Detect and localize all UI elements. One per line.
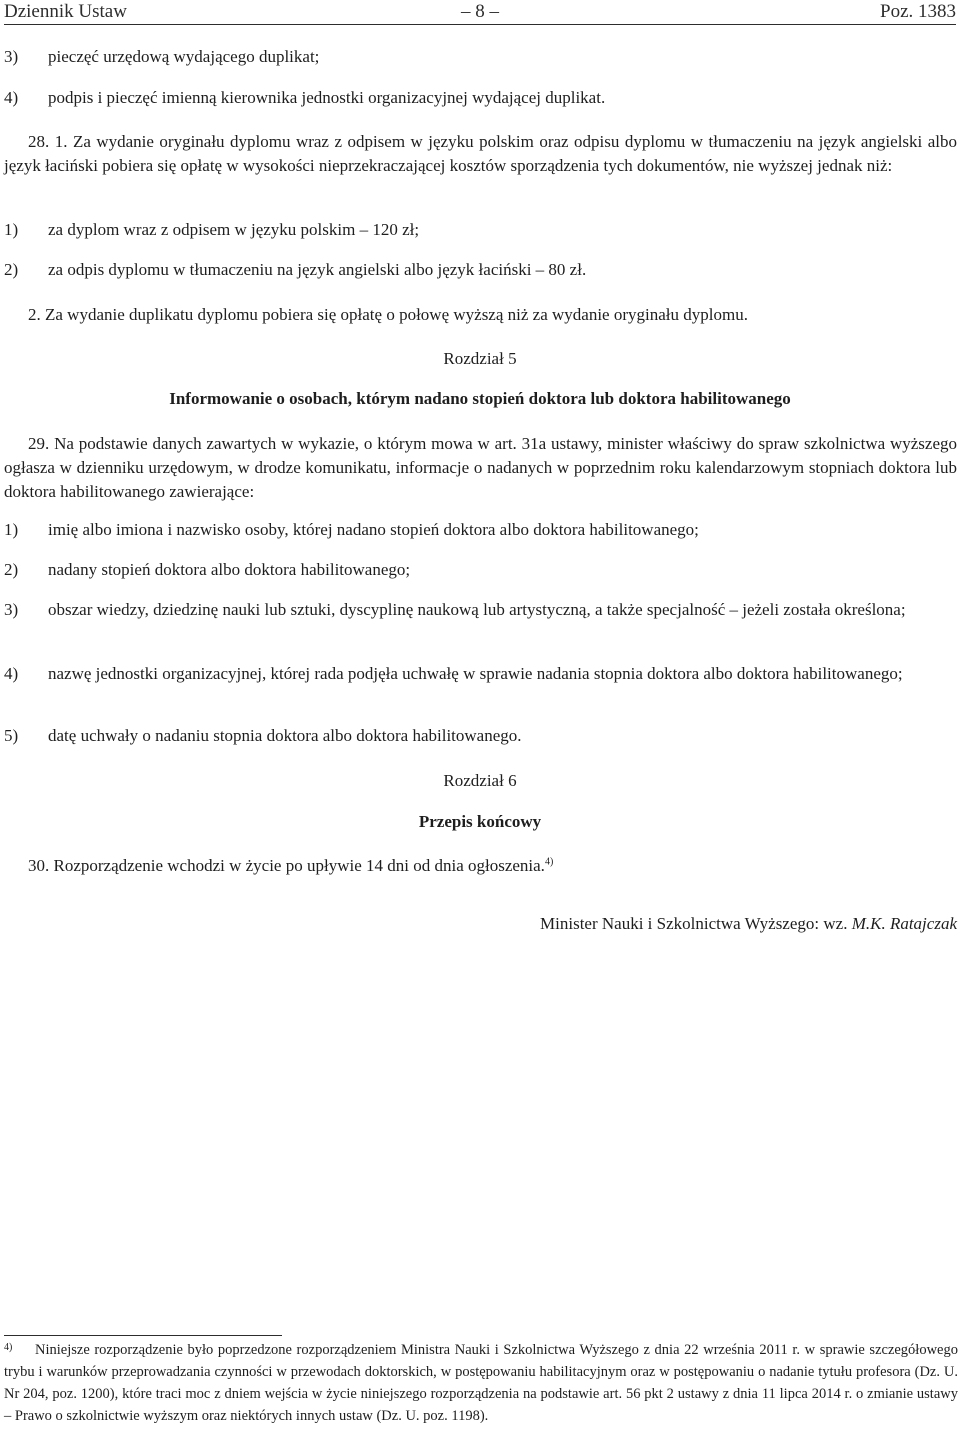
list-item-number: 2) [4, 560, 19, 579]
footnote-text: Niniejsze rozporządzenie było poprzedzone rozporządzeniem Ministra Nauki i Szkolnictwa Wyższego z dnia 22 września 2011 r. w sprawie szczegółowego trybu i warunków przeprowadzania czynności w przewodach doktorskich, w postępowaniu habilitacyjnym oraz w postępowaniu o nadanie tytułu profesora (Dz. U. Nr 204, poz. 1200), które traci moc z dniem wejścia w życie niniejszego rozporządzenia na podstawie art. 56 pkt 2 ustawy z dnia 11 lipca 2014 r. o zmianie ustawy – Prawo o szkolnictwie wyższym oraz niektórych innych ustaw (Dz. U. poz. 1198). [4, 1342, 958, 1424]
list-item-text: za odpis dyplomu w tłumaczeniu na język angielski albo język łaciński – 80 zł. [48, 260, 587, 279]
footnote-mark: 4) [4, 1342, 13, 1353]
list-item-number: 5) [4, 726, 19, 745]
paragraph-30-text: 30. Rozporządzenie wchodzi w życie po upływie 14 dni od dnia ogłoszenia. [28, 856, 545, 875]
position-number: Poz. 1383 [880, 1, 956, 22]
page-header [4, 0, 956, 24]
list-item [4, 518, 957, 542]
list-item-number: 3) [4, 47, 19, 66]
header-divider [4, 24, 956, 25]
list-item-number: 3) [4, 600, 19, 619]
page-number: – 8 – [461, 1, 499, 22]
list-item-text: za dyplom wraz z odpisem w języku polskim – 120 zł; [48, 220, 420, 239]
signatory-name: M.K. Ratajczak [851, 914, 957, 933]
list-item [4, 598, 957, 622]
list-item-text: nazwę jednostki organizacyjnej, której rada podjęła uchwałę w sprawie nadania stopnia doktora albo doktora habilitowanego; [48, 664, 903, 683]
list-item [4, 218, 957, 242]
footnote-divider [4, 1335, 282, 1336]
list-item-text: pieczęć urzędową wydającego duplikat; [48, 47, 320, 66]
footnote [4, 1339, 958, 1427]
journal-name: Dziennik Ustaw [4, 1, 127, 22]
paragraph-28-1: 28. 1. Za wydanie oryginału dyplomu wraz z odpisem w języku polskim oraz odpisu dyplomu w tłumaczeniu na język angielski albo język łaciński pobiera się opłatę w wysokości nieprzekraczającej kosztów sporządzenia tych dokumentów, nie wyższej jednak niż: [4, 132, 957, 175]
signature [540, 912, 957, 936]
list-item-text: obszar wiedzy, dziedzinę nauki lub sztuki, dyscyplinę naukową lub artystyczną, a także specjalność – jeżeli została określona; [48, 600, 906, 619]
list-item-text: nadany stopień doktora albo doktora habilitowanego; [48, 560, 411, 579]
list-item-number: 4) [4, 88, 19, 107]
list-item-number: 2) [4, 260, 19, 279]
list-item-text: datę uchwały o nadaniu stopnia doktora albo doktora habilitowanego. [48, 726, 522, 745]
list-item [4, 258, 957, 282]
list-item [4, 86, 957, 110]
paragraph-29: 29. Na podstawie danych zawartych w wykazie, o którym mowa w art. 31a ustawy, minister właściwy do spraw szkolnictwa wyższego ogłasza w dzienniku urzędowym, w drodze komunikatu, informacje o nadanych w poprzednim roku kalendarzowym stopniach doktora lub doktora habilitowanego zawierające: [4, 434, 957, 501]
list-item-number: 1) [4, 220, 19, 239]
paragraph-30 [4, 854, 957, 878]
chapter-label: Rozdział 6 [443, 771, 517, 790]
chapter-title: Informowanie o osobach, którym nadano stopień doktora lub doktora habilitowanego [169, 389, 791, 408]
signature-prefix: Minister Nauki i Szkolnictwa Wyższego: wz. [540, 914, 848, 933]
chapter-title: Przepis końcowy [418, 812, 542, 831]
list-item [4, 45, 957, 69]
paragraph-28-2: 2. Za wydanie duplikatu dyplomu pobiera się opłatę o połowę wyższą niż za wydanie oryginału dyplomu. [28, 305, 748, 324]
list-item [4, 724, 957, 748]
chapter-label: Rozdział 5 [443, 349, 517, 368]
footnote-reference: 4) [544, 856, 554, 868]
list-item [4, 662, 957, 686]
list-item-text: imię albo imiona i nazwisko osoby, której nadano stopień doktora albo doktora habilitowanego; [48, 520, 699, 539]
list-item-number: 1) [4, 520, 19, 539]
list-item-text: podpis i pieczęć imienną kierownika jednostki organizacyjnej wydającej duplikat. [48, 88, 606, 107]
list-item-number: 4) [4, 664, 19, 683]
list-item [4, 558, 957, 582]
